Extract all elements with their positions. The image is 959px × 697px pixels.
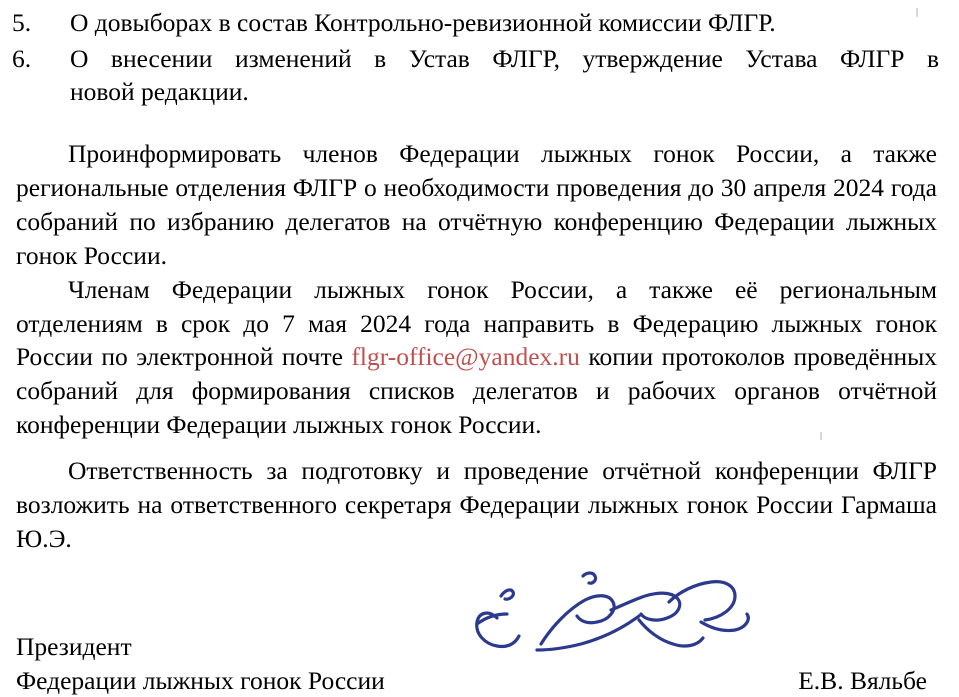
list-item-text-line-2: новой редакции. xyxy=(70,75,939,109)
signature-title-line-1 xyxy=(16,630,937,664)
signature-name: Е.В. Вяльбе xyxy=(798,664,937,697)
paragraph-members-part-2: копии протоколов проведённых собраний для формирования списков делегатов и рабочих органов отчётной конференции Федерации лыжных гонок России. xyxy=(16,342,937,439)
list-item-text-line-1: О внесении изменений в Устав ФЛГР, утверждение Устава ФЛГР в xyxy=(70,42,939,76)
list-item-text: О довыборах в состав Контрольно-ревизионной комиссии ФЛГР. xyxy=(70,6,945,40)
signature-organization: Федерации лыжных гонок России xyxy=(16,664,385,697)
spacer xyxy=(8,556,945,600)
list-item-number: 6. xyxy=(8,42,70,76)
scan-artifact xyxy=(916,8,918,17)
signature-title-line-2 xyxy=(16,664,937,697)
list-item-text xyxy=(70,42,945,109)
email-address: flgr-office@yandex.ru xyxy=(351,342,580,371)
numbered-list xyxy=(8,6,945,109)
list-item-number: 5. xyxy=(8,6,70,40)
paragraph-members xyxy=(8,273,945,443)
paragraph-inform: Проинформировать членов Федерации лыжных гонок России, а также региональные отделения ФЛГР о необходимости проведения до 30 апреля 2024 года собраний по избранию делегатов на отчётную конференцию Федерации лыжных гонок России. xyxy=(8,137,945,273)
paragraph-responsibility: Ответственность за подготовку и проведение отчётной конференции ФЛГР возложить на ответственного секретаря Федерации лыжных гонок России Гармаша Ю.Э. xyxy=(8,454,945,556)
list-item xyxy=(8,42,945,109)
scan-artifact xyxy=(820,432,822,440)
paragraph-members-part-1: Членам Федерации лыжных гонок России, а также её региональным отделениям в срок до 7 мая 2024 года направить в Федерацию лыжных гонок России по электронной почте xyxy=(16,275,937,372)
signature-title-president: Президент xyxy=(16,630,132,664)
list-item xyxy=(8,6,945,40)
spacer xyxy=(8,442,945,454)
spacer xyxy=(8,111,945,137)
